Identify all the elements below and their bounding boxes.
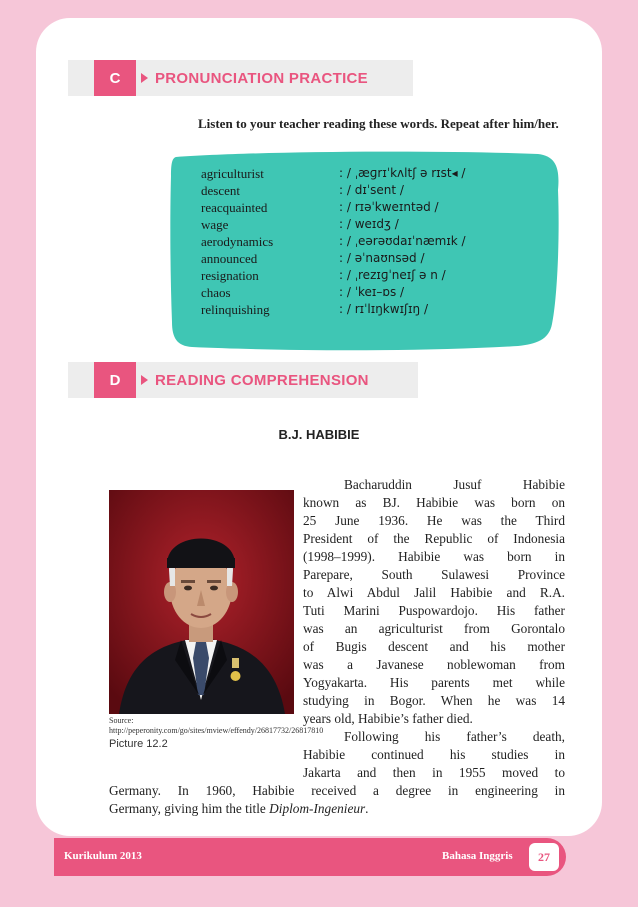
vocab-word: descent (201, 183, 240, 198)
vocab-pronunciation: : / ˈkeɪ–ɒs / (339, 285, 405, 299)
vocab-word: chaos (201, 285, 231, 300)
vocab-word: resignation (201, 268, 259, 283)
paragraph-line: President of the Republic of Indonesia (303, 531, 565, 546)
vocab-word: relinquishing (201, 302, 270, 317)
paragraph-line: Tuti Marini Puspowardojo. His father (303, 603, 565, 618)
paragraph-line: Yogyakarta. His parents met while (303, 675, 565, 690)
paragraph-line: to Alwi Abdul Jalil Habibie and R.A. (303, 585, 565, 600)
section-c-title: PRONUNCIATION PRACTICE (155, 70, 368, 87)
picture-label: Picture 12.2 (109, 738, 168, 750)
paragraph-line: Parepare, South Sulawesi Province (303, 567, 565, 582)
vocab-word: wage (201, 217, 229, 232)
vocab-pronunciation: : / ˌæɡrɪˈkʌltʃ ə rɪst◂ / (339, 166, 466, 180)
footer-subject: Bahasa Inggris (442, 850, 513, 862)
page-number: 27 (529, 843, 559, 871)
vocab-pronunciation: : / əˈnaʊnsəd / (339, 251, 425, 265)
vocab-pronunciation: : / dɪˈsent / (339, 183, 404, 197)
paragraph-line: studying in Bogor. When he was 14 (303, 693, 565, 708)
section-d-arrow-icon (141, 375, 148, 385)
vocab-word: reacquainted (201, 200, 268, 215)
vocab-pronunciation: : / rɪəˈkweɪntəd / (339, 200, 439, 214)
vocab-word: announced (201, 251, 258, 266)
paragraph-line: Bacharuddin Jusuf Habibie (344, 477, 565, 492)
instruction-text: Listen to your teacher reading these words. Repeat after him/her. (198, 116, 559, 131)
paragraph-line: was a Javanese noblewoman from (303, 657, 565, 672)
paragraph-last-line: Germany, giving him the title Diplom-Ingenieur. (109, 801, 369, 816)
vocab-word: agriculturist (201, 166, 264, 181)
paragraph-line: Jakarta and then in 1955 moved to (303, 765, 565, 780)
paragraph-line: of Bugis descent and his mother (303, 639, 565, 654)
vocab-pronunciation: : / rɪˈlɪŋkwɪʃɪŋ / (339, 302, 428, 316)
paragraph-line: Habibie continued his studies in (303, 747, 565, 762)
portrait-photo (109, 490, 294, 714)
section-d-letter: D (94, 362, 136, 398)
article-title: B.J. HABIBIE (278, 427, 360, 442)
vocab-pronunciation: : / ˌrezɪɡˈneɪʃ ə n / (339, 268, 446, 282)
paragraph-line: (1998–1999). Habibie was born in (303, 549, 565, 564)
paragraph-line: 25 June 1936. He was the Third (303, 513, 565, 528)
vocab-pronunciation: : / ˌeərəʊdaɪˈnæmɪk / (339, 234, 466, 248)
paragraph-line: known as BJ. Habibie was born on (303, 495, 565, 510)
paragraph-line: was an agriculturist from Gorontalo (303, 621, 565, 636)
diploma-title: Diplom-Ingenieur (269, 801, 366, 816)
section-c-letter: C (94, 60, 136, 96)
photo-source-caption: Source: http://peperonity.com/go/sites/mview/effendy/26817732/26817810 (109, 716, 324, 735)
footer-curriculum: Kurikulum 2013 (64, 850, 142, 862)
paragraph-line: years old, Habibie’s father died. (303, 711, 473, 726)
paragraph-line: Germany. In 1960, Habibie received a degree in engineering in (109, 783, 565, 798)
vocab-pronunciation: : / weɪdʒ / (339, 217, 399, 231)
vocab-word: aerodynamics (201, 234, 274, 249)
paragraph-line: Following his father’s death, (344, 729, 565, 744)
section-d-title: READING COMPREHENSION (155, 372, 369, 389)
